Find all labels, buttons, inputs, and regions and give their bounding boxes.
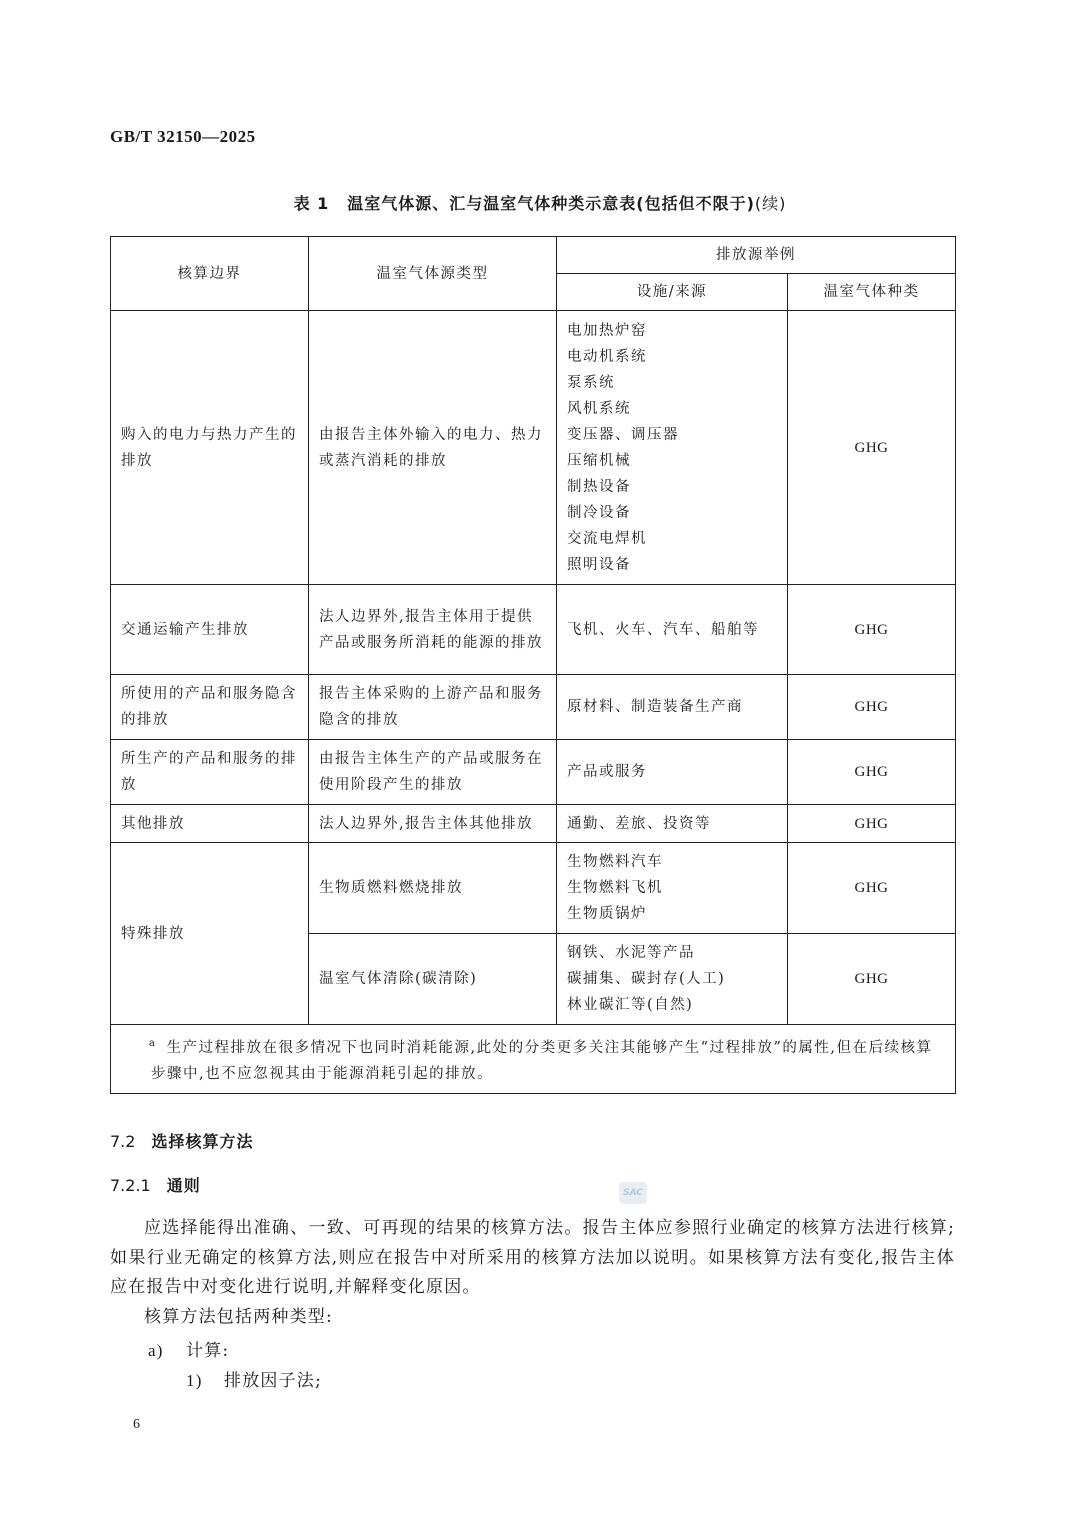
gas-cell: GHG — [788, 934, 956, 1025]
facility-item: 交流电焊机 — [567, 530, 647, 547]
header-boundary: 核算边界 — [111, 237, 309, 311]
table-title-text: 温室气体源、汇与温室气体种类示意表(包括但不限于) — [347, 194, 755, 213]
facility-item: 通勤、差旅、投资等 — [567, 815, 711, 832]
facility-cell — [557, 843, 788, 934]
facility-cell — [557, 740, 788, 805]
source-type-cell: 由报告主体生产的产品或服务在使用阶段产生的排放 — [309, 740, 557, 805]
section-number: 7.2 — [110, 1132, 136, 1151]
facility-cell — [557, 311, 788, 585]
gas-cell: GHG — [788, 740, 956, 805]
boundary-cell: 所使用的产品和服务隐含的排放 — [111, 675, 309, 740]
facility-item: 原材料、制造装备生产商 — [567, 699, 743, 715]
source-type-cell: 法人边界外,报告主体其他排放 — [309, 805, 557, 843]
facility-cell — [557, 675, 788, 740]
source-type-cell: 报告主体采购的上游产品和服务隐含的排放 — [309, 675, 557, 740]
facility-cell — [557, 585, 788, 675]
table-number: 表 1 — [293, 194, 330, 213]
boundary-cell: 购入的电力与热力产生的排放 — [111, 311, 309, 585]
facility-cell — [557, 934, 788, 1025]
source-type-cell: 法人边界外,报告主体用于提供产品或服务所消耗的能源的排放 — [309, 585, 557, 675]
gas-cell: GHG — [788, 805, 956, 843]
note-text: 生产过程排放在很多情况下也同时消耗能源,此处的分类更多关注其能够产生“过程排放”的属性,但在后续核算步骤中,也不应忽视其由于能源消耗引起的排放。 — [151, 1039, 933, 1082]
paragraph: 核算方法包括两种类型: — [144, 1307, 333, 1327]
facility-item: 电加热炉窑 — [567, 322, 647, 339]
facility-item: 制热设备 — [567, 478, 631, 495]
facility-item: 电动机系统 — [567, 348, 647, 365]
list-label: a) — [148, 1341, 164, 1360]
standard-code: GB/T 32150—2025 — [110, 127, 256, 146]
facility-item: 制冷设备 — [567, 504, 631, 521]
list-text: 排放因子法; — [224, 1371, 322, 1391]
facility-cell — [557, 805, 788, 843]
facility-item: 钢铁、水泥等产品 — [567, 945, 695, 961]
facility-item: 变压器、调压器 — [567, 426, 679, 443]
header-gas-type: 温室气体种类 — [788, 274, 956, 311]
watermark-logo-icon: SAC — [619, 1182, 647, 1204]
facility-item: 产品或服务 — [567, 764, 647, 780]
table-row — [111, 805, 956, 843]
facility-item: 碳捕集、碳封存(人工) — [567, 971, 726, 987]
header-source-type: 温室气体源类型 — [309, 237, 557, 311]
page-number: 6 — [133, 1417, 140, 1432]
section-title: 通则 — [166, 1176, 201, 1195]
boundary-cell: 其他排放 — [111, 805, 309, 843]
facility-item: 生物质锅炉 — [567, 906, 647, 922]
gas-cell: GHG — [788, 675, 956, 740]
header-example-group: 排放源举例 — [557, 237, 956, 274]
boundary-cell: 所生产的产品和服务的排放 — [111, 740, 309, 805]
table-continued-mark: (续) — [754, 194, 787, 213]
paragraph: 应选择能得出准确、一致、可再现的结果的核算方法。报告主体应参照行业确定的核算方法进行核算;如果行业无确定的核算方法,则应在报告中对所采用的核算方法加以说明。如果核算方法有变化,报告主体应在报告中对变化进行说明,并解释变化原因。 — [110, 1218, 955, 1297]
list-text: 计算: — [186, 1341, 230, 1361]
facility-item: 风机系统 — [567, 400, 631, 417]
table-row — [111, 585, 956, 675]
list-label: 1) — [186, 1371, 203, 1390]
note-marker: a — [149, 1038, 157, 1049]
table-row — [111, 311, 956, 585]
table-row — [111, 675, 956, 740]
section-number: 7.2.1 — [110, 1176, 151, 1195]
gas-cell: GHG — [788, 843, 956, 934]
boundary-cell: 交通运输产生排放 — [111, 585, 309, 675]
table-title — [0, 191, 1080, 214]
facility-item: 飞机、火车、汽车、船舶等 — [567, 621, 759, 638]
table-header-row — [111, 237, 956, 274]
facility-item: 照明设备 — [567, 556, 631, 573]
source-type-cell: 温室气体清除(碳清除) — [309, 934, 557, 1025]
gas-cell: GHG — [788, 585, 956, 675]
gas-cell: GHG — [788, 311, 956, 585]
facility-item: 压缩机械 — [567, 452, 631, 469]
list-item-a — [148, 1336, 229, 1361]
facility-item: 泵系统 — [567, 374, 615, 391]
section-heading-7-2-1 — [110, 1173, 201, 1196]
section-title: 选择核算方法 — [151, 1132, 254, 1151]
header-facility: 设施/来源 — [557, 274, 788, 311]
source-type-cell: 由报告主体外输入的电力、热力或蒸汽消耗的排放 — [309, 311, 557, 585]
facility-item: 林业碳汇等(自然) — [567, 997, 694, 1013]
section-heading-7-2 — [110, 1129, 253, 1152]
boundary-cell: 特殊排放 — [111, 843, 309, 1025]
table-row — [111, 740, 956, 805]
table-note — [111, 1025, 956, 1094]
facility-item: 生物燃料飞机 — [567, 880, 663, 896]
table-note-row — [111, 1025, 956, 1094]
source-type-cell: 生物质燃料燃烧排放 — [309, 843, 557, 934]
list-item-1 — [186, 1366, 322, 1391]
facility-item: 生物燃料汽车 — [567, 854, 663, 870]
ghg-source-table — [110, 236, 956, 1094]
table-row — [111, 843, 956, 934]
